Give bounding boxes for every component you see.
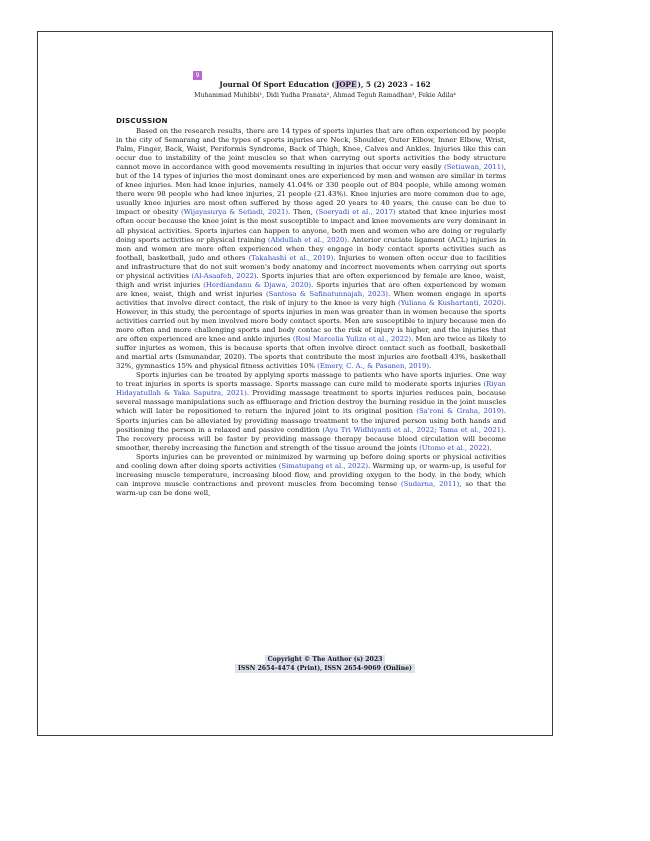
paragraph-text: . Injuries to women often occur due to facilities and infrastructure that do not suit women's body anatomy and incorrect movements when carrying out sports or physical activities [116, 253, 506, 280]
journal-title-suffix: ), 5 (2) 2023 - 162 [357, 80, 431, 89]
citation-link[interactable]: (Abdullah et al., 2020) [267, 235, 348, 244]
citation-link[interactable]: (Rosi Marcelia Yuliza et al., 2022) [292, 335, 412, 344]
citation-link[interactable]: (Setiawan, 2011) [444, 163, 504, 172]
paragraph-text: Sports injuries can be treated by applying sports massage to patients who have sports injuries. One way to treat injuries in sports is sports massage. Sports massage can cure mild to moderate sports injuries [116, 371, 506, 389]
citation-link[interactable]: (Yuliana & Kushartanti, 2020) [398, 298, 504, 307]
journal-title [0, 80, 650, 89]
citation-link[interactable]: (Simatupang et al., 2022) [278, 461, 369, 470]
paragraph-text: . [489, 443, 492, 452]
paragraph-text: . Providing massage treatment to sports injuries reduces pain, because several massage manipulations such as effluerage and friction destroy the burning residue in the joint muscles which will later be repositioned to return the injured joint to its original position [116, 389, 506, 416]
paragraph [116, 127, 506, 371]
citation-link[interactable]: (Wijayasurya & Setiadi, 2021) [181, 208, 289, 217]
citation-link[interactable]: (Utomo et al., 2022) [419, 443, 490, 452]
copyright-notice: Copyright © The Author (s) 2023 [265, 655, 386, 664]
paragraph-text: , so that the warm-up can be done well, [116, 479, 506, 497]
paragraph-text: . Anterior cruciate ligament (ACL) injuries in men and women are more often experienced when they engage in body contact sports activities such as football, basketball, judo and others [116, 235, 506, 262]
paragraph-text: stated that knee injuries most often occur because the knee joint is the most susceptible to impact and knee movements are very dominant in all physical activities. Sports injuries can happen to anyone, both men and women who are doing or regularly doing sports activities or physical training [116, 208, 506, 244]
citation-link[interactable]: (Ayu Tri Widhiyanti et al., 2022; Tama et al., 2021) [322, 425, 504, 434]
journal-abbr: JOPE [335, 80, 357, 89]
page-number-badge: 9 [193, 71, 202, 80]
paragraph-text: . Sports injuries that are often experienced by female are knee, waist, thigh and wrist injuries [116, 271, 506, 289]
citation-link[interactable]: (Riyan Hidayatullah & Yaka Saputra, 2021) [116, 380, 506, 398]
paragraph-text: Based on the research results, there are 14 types of sports injuries that are often experienced by people in the city of Semarang and the types of sports injuries are Neck, Shoulder, Outer Elbow, Inner Elbow, Wrist, Palm, Finger, Back, Waist, Periformis Syndrome, Back of Thigh, Knee, Calves and Ankles. Injuries like this can occur due to instability of the joint muscles so that when carrying out sports activities the body structure cannot move in accordance with good movements resulting in injuries that occur very easily [116, 127, 506, 172]
paragraph-text: . Warming up, or warm-up, is useful for increasing muscle temperature, increasing blood flow, and providing oxygen to the body. in the body, which can improve muscle contractions and prevent muscles from becoming tense [116, 461, 507, 488]
citation-link[interactable]: (Soeryadi et al., 2017) [315, 208, 396, 217]
paragraph-text: . Then, [288, 208, 316, 217]
section-title: DISCUSSION [116, 116, 168, 125]
citation-link[interactable]: (Santosa & Safinatunnajah, 2023) [265, 289, 388, 298]
citation-link[interactable]: (Takahashi et al., 2019) [248, 253, 334, 262]
paragraph-text: . Men are twice as likely to suffer injuries as women, this is because sports that often involve direct contact such as football, basketball and martial arts (Ismunandar, 2020). The sports that contribute the most injuries are football 43%, basketball 32%, gymnastics 15% and physical fitness activities 10% [116, 335, 506, 371]
citation-link[interactable]: (Herdiandanu & Djawa, 2020) [203, 280, 312, 289]
paragraph-text: Sports injuries can be prevented or minimized by warming up before doing sports or physical activities and cooling down after doing sports activities [116, 452, 506, 470]
citation-link[interactable]: (Emery, C. A., & Pasanen, 2019) [317, 362, 430, 371]
paragraph-text: . However, in this study, the percentage of sports injuries in men was greater than in women because the sports activities carried out by men involved more body contact sports. Men are susceptible to injury because men do more often and more challenging sports and body contac so the risk of injury is higher, and the injuries that are often experienced are knee and ankle injuries [116, 298, 506, 344]
paragraph-text: . Sports injuries that are often experienced by women are knee, waist, thigh and wrist injuries [116, 280, 506, 298]
paragraph [116, 371, 506, 452]
body-text [116, 127, 506, 498]
citation-link[interactable]: (Sudarna, 2011) [400, 479, 460, 488]
issn-line: ISSN 2654-4474 (Print), ISSN 2654-9069 (Online) [235, 664, 415, 673]
author-list: Muhammad Muhibbi¹, Didi Yudha Pranata², Ahmad Teguh Ramadhan³, Fekie Adila⁴ [194, 92, 456, 99]
paragraph-text: . The recovery process will be faster by providing massage therapy because blood circulation will become smoother, thereby increasing the function and strength of the tissue around the joints [116, 425, 507, 452]
paragraph [116, 453, 506, 498]
paragraph-text: , but of the 14 types of injuries the most dominant ones are experienced by men and women are similar in terms of knee injuries. Men had knee injuries, namely 41.04% or 330 people out of 804 people, while among women there were 98 people who had knee injuries, 21 people (21.43%). Knee injuries are more common due to age, usually knee injuries are most often suffered by those aged 20 years to 40 years, the cause can be due to impact or obesity [116, 163, 506, 217]
paragraph-text: . When women engage in sports activities that involve direct contact, the risk of injury to the knee is very high [116, 289, 506, 307]
paragraph-text: . [429, 362, 432, 371]
journal-title-prefix: Journal Of Sport Education ( [219, 80, 335, 89]
citation-link[interactable]: (Sa'roni & Graha, 2019) [416, 407, 504, 416]
paragraph-text: . Sports injuries can be alleviated by providing massage treatment to the injured person using both hands and positioning the person in a relaxed and passive condition [116, 407, 506, 434]
footer [0, 655, 650, 673]
citation-link[interactable]: (Al-Asaafeh, 2022) [191, 271, 257, 280]
